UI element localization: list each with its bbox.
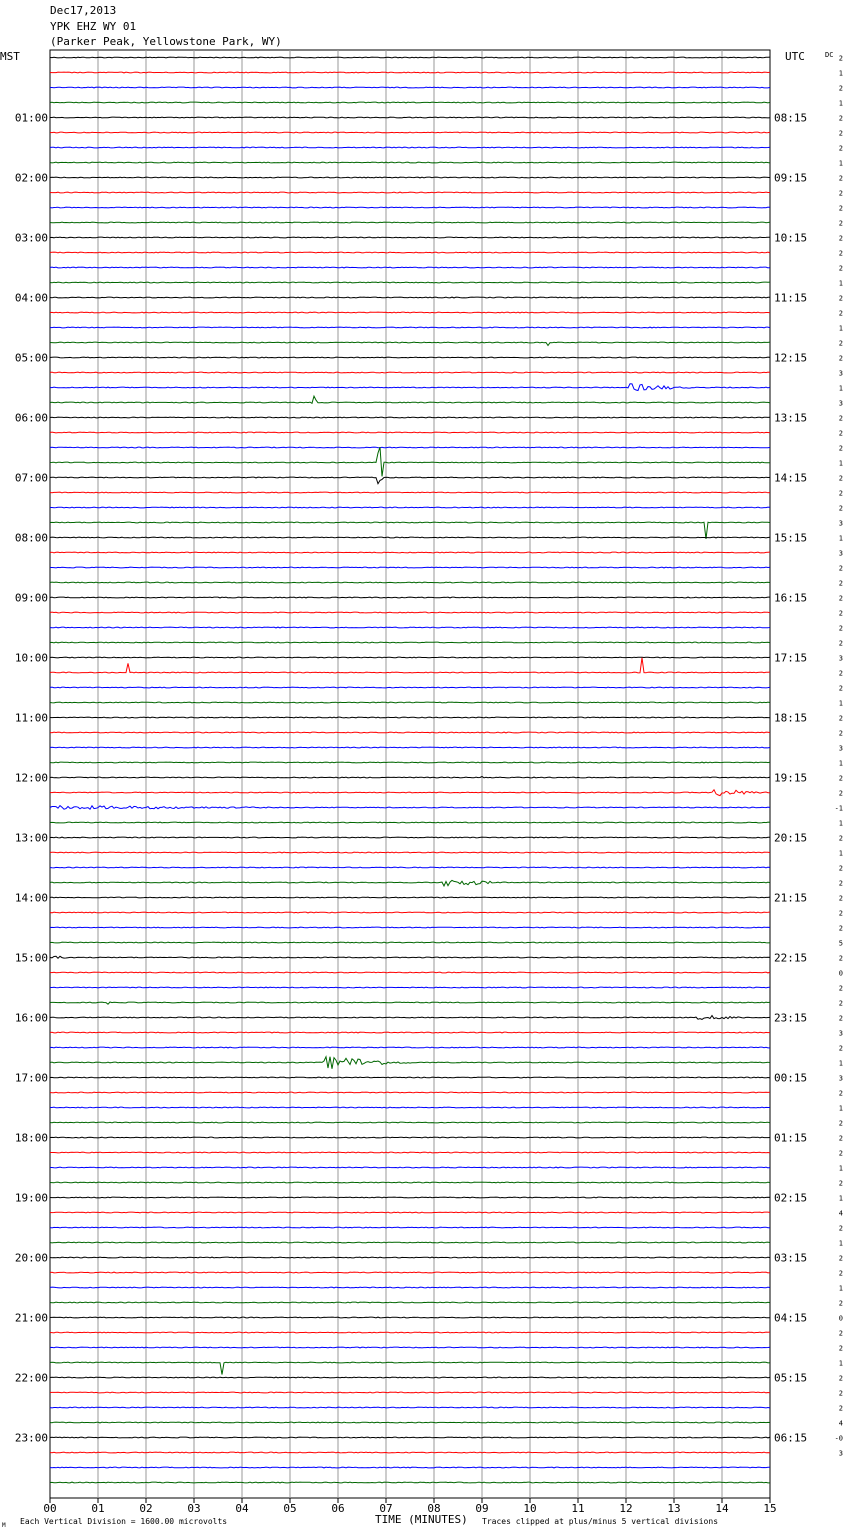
dc-value: 5 <box>838 939 843 948</box>
trace-line <box>50 912 770 913</box>
trace-line <box>50 806 770 810</box>
trace-line <box>50 972 770 973</box>
dc-value: 3 <box>838 654 843 663</box>
dc-value: 2 <box>838 444 843 453</box>
dc-value: 2 <box>838 1119 843 1128</box>
dc-value: -0 <box>834 1434 843 1443</box>
dc-value: 2 <box>838 414 843 423</box>
trace-line <box>50 1242 770 1243</box>
trace-line <box>50 822 770 823</box>
trace-line <box>50 297 770 298</box>
trace-line <box>50 507 770 508</box>
mst-timezone-label: MST <box>0 50 20 63</box>
dc-value: 3 <box>838 519 843 528</box>
trace-line <box>50 627 770 628</box>
trace-line <box>50 1317 770 1318</box>
dc-value: 2 <box>838 1329 843 1338</box>
dc-value: 2 <box>838 84 843 93</box>
trace-line <box>50 87 770 88</box>
trace-line <box>50 417 770 418</box>
dc-value: 2 <box>838 309 843 318</box>
dc-value: 3 <box>838 549 843 558</box>
x-tick-label: 09 <box>475 1502 489 1515</box>
mst-hour-label: 19:00 <box>14 1191 48 1205</box>
dc-value: 2 <box>838 144 843 153</box>
dc-value: 1 <box>838 1239 843 1248</box>
trace-line <box>50 522 770 539</box>
dc-value: 2 <box>838 1299 843 1308</box>
trace-line <box>50 1167 770 1168</box>
mst-hour-label: 17:00 <box>14 1071 48 1085</box>
trace-line <box>50 1257 770 1258</box>
dc-value: 2 <box>838 1344 843 1353</box>
trace-line <box>50 1407 770 1408</box>
utc-hour-label: 05:15 <box>774 1371 808 1385</box>
dc-value: 2 <box>838 684 843 693</box>
x-tick-label: 06 <box>331 1502 345 1515</box>
trace-line <box>50 537 770 538</box>
trace-line <box>50 72 770 73</box>
dc-value: 2 <box>838 174 843 183</box>
mst-hour-label: 21:00 <box>14 1311 48 1325</box>
mst-hour-label: 05:00 <box>14 351 48 365</box>
trace-line <box>50 1347 770 1348</box>
x-tick-label: 14 <box>715 1502 729 1515</box>
dc-value: 2 <box>838 1269 843 1278</box>
dc-value: 2 <box>838 1179 843 1188</box>
trace-line <box>50 657 770 658</box>
dc-value: 2 <box>838 1089 843 1098</box>
dc-value: 3 <box>838 1449 843 1458</box>
trace-line <box>50 192 770 193</box>
clip-note: Traces clipped at plus/minus 5 vertical divisions <box>482 1517 719 1526</box>
trace-line <box>50 1092 770 1093</box>
dc-value: 2 <box>838 1014 843 1023</box>
utc-hour-label: 22:15 <box>774 951 808 965</box>
dc-value: 2 <box>838 984 843 993</box>
dc-value: -1 <box>834 804 843 813</box>
trace-line <box>50 1452 770 1453</box>
dc-value: 4 <box>838 1209 843 1218</box>
dc-value: 3 <box>838 1029 843 1038</box>
mst-hour-label: 03:00 <box>14 231 48 245</box>
dc-value: 2 <box>838 1404 843 1413</box>
dc-value: 0 <box>838 969 843 978</box>
mst-hour-label: 09:00 <box>14 591 48 605</box>
trace-line <box>50 1182 770 1183</box>
mst-hour-label: 02:00 <box>14 171 48 185</box>
dc-value: 2 <box>838 789 843 798</box>
dc-label: DC <box>825 51 834 59</box>
trace-line <box>50 1032 770 1033</box>
trace-line <box>50 1212 770 1213</box>
trace-line <box>50 207 770 208</box>
dc-value: 2 <box>838 219 843 228</box>
dc-value: 1 <box>838 1359 843 1368</box>
utc-hour-label: 15:15 <box>774 531 808 545</box>
dc-value: 1 <box>838 1194 843 1203</box>
dc-value: 1 <box>838 1059 843 1068</box>
dc-value: 2 <box>838 129 843 138</box>
dc-value: 1 <box>838 1164 843 1173</box>
x-tick-label: 15 <box>763 1502 777 1515</box>
x-tick-label: 07 <box>379 1502 393 1515</box>
trace-line <box>50 552 770 553</box>
trace-line <box>50 1152 770 1153</box>
utc-hour-label: 02:15 <box>774 1191 808 1205</box>
trace-line <box>50 1002 770 1004</box>
dc-value: 1 <box>838 819 843 828</box>
trace-line <box>50 1016 770 1020</box>
trace-line <box>50 177 770 178</box>
mst-hour-label: 01:00 <box>14 111 48 125</box>
trace-line <box>50 658 770 673</box>
trace-line <box>50 762 770 763</box>
dc-value: 2 <box>838 1374 843 1383</box>
utc-hour-label: 11:15 <box>774 291 808 305</box>
x-tick-label: 13 <box>667 1502 681 1515</box>
trace-line <box>50 267 770 268</box>
dc-value: 2 <box>838 354 843 363</box>
trace-line <box>50 237 770 238</box>
x-tick-label: 11 <box>571 1502 585 1515</box>
dc-value: 2 <box>838 474 843 483</box>
trace-line <box>50 1272 770 1273</box>
utc-hour-label: 23:15 <box>774 1011 808 1025</box>
x-axis-title: TIME (MINUTES) <box>375 1513 468 1526</box>
dc-value: 2 <box>838 924 843 933</box>
trace-line <box>50 132 770 133</box>
dc-value: 2 <box>838 729 843 738</box>
trace-line <box>50 1377 770 1378</box>
dc-value: 1 <box>838 1104 843 1113</box>
trace-line <box>50 1057 770 1069</box>
utc-hour-label: 14:15 <box>774 471 808 485</box>
trace-line <box>50 747 770 748</box>
trace-line <box>50 867 770 868</box>
trace-line <box>50 687 770 688</box>
mst-hour-label: 04:00 <box>14 291 48 305</box>
mst-hour-label: 16:00 <box>14 1011 48 1025</box>
mst-hour-label: 20:00 <box>14 1251 48 1265</box>
dc-value: 1 <box>838 1284 843 1293</box>
dc-value: 1 <box>838 384 843 393</box>
dc-value: 2 <box>838 564 843 573</box>
mst-hour-label: 07:00 <box>14 471 48 485</box>
dc-value: 2 <box>838 1224 843 1233</box>
trace-line <box>50 790 770 796</box>
dc-value: 2 <box>838 639 843 648</box>
trace-line <box>50 1047 770 1048</box>
dc-value: 2 <box>838 234 843 243</box>
trace-line <box>50 57 770 58</box>
trace-line <box>50 222 770 223</box>
dc-value: 2 <box>838 909 843 918</box>
trace-line <box>50 117 770 118</box>
dc-value: 2 <box>838 504 843 513</box>
utc-timezone-label: UTC <box>785 50 805 63</box>
utc-hour-label: 03:15 <box>774 1251 808 1265</box>
trace-line <box>50 357 770 358</box>
dc-value: 2 <box>838 834 843 843</box>
trace-line <box>50 396 770 403</box>
trace-line <box>50 1467 770 1468</box>
trace-line <box>50 1302 770 1303</box>
mst-hour-label: 18:00 <box>14 1131 48 1145</box>
dc-value: 2 <box>838 1149 843 1158</box>
trace-line <box>50 1107 770 1108</box>
dc-value: 2 <box>838 594 843 603</box>
dc-value: 4 <box>838 1419 843 1428</box>
dc-value: 1 <box>838 324 843 333</box>
trace-line <box>50 1332 770 1333</box>
utc-hour-label: 16:15 <box>774 591 808 605</box>
dc-value: 2 <box>838 54 843 63</box>
trace-line <box>50 147 770 148</box>
trace-line <box>50 1392 770 1393</box>
dc-value: 3 <box>838 369 843 378</box>
dc-value: 2 <box>838 189 843 198</box>
trace-line <box>50 717 770 718</box>
trace-line <box>50 1362 770 1374</box>
utc-hour-label: 21:15 <box>774 891 808 905</box>
trace-line <box>50 777 770 778</box>
utc-hour-label: 19:15 <box>774 771 808 785</box>
mst-hour-label: 10:00 <box>14 651 48 665</box>
dc-value: 2 <box>838 114 843 123</box>
utc-hour-label: 04:15 <box>774 1311 808 1325</box>
trace-line <box>50 956 770 958</box>
trace-line <box>50 252 770 253</box>
dc-value: 2 <box>838 1254 843 1263</box>
trace-line <box>50 597 770 598</box>
dc-value: 2 <box>838 204 843 213</box>
trace-line <box>50 642 770 643</box>
trace-line <box>50 282 770 283</box>
dc-value: 0 <box>838 1314 843 1323</box>
trace-line <box>50 702 770 703</box>
header-date: Dec17,2013 <box>50 4 117 17</box>
dc-value: 2 <box>838 864 843 873</box>
trace-line <box>50 492 770 493</box>
trace-line <box>50 880 770 886</box>
trace-line <box>50 897 770 898</box>
x-tick-label: 03 <box>187 1502 201 1515</box>
dc-value: 2 <box>838 609 843 618</box>
dc-value: 1 <box>838 699 843 708</box>
mst-hour-label: 12:00 <box>14 771 48 785</box>
mst-hour-label: 11:00 <box>14 711 48 725</box>
dc-value: 2 <box>838 1134 843 1143</box>
dc-value: 3 <box>838 744 843 753</box>
utc-hour-label: 09:15 <box>774 171 808 185</box>
dc-value: 1 <box>838 279 843 288</box>
trace-line <box>50 447 770 448</box>
trace-line <box>50 432 770 433</box>
mst-hour-label: 13:00 <box>14 831 48 845</box>
utc-hour-label: 06:15 <box>774 1431 808 1445</box>
trace-line <box>50 1287 770 1288</box>
x-tick-label: 01 <box>91 1502 105 1515</box>
dc-value: 1 <box>838 459 843 468</box>
x-tick-label: 04 <box>235 1502 249 1515</box>
utc-hour-label: 01:15 <box>774 1131 808 1145</box>
dc-value: 2 <box>838 954 843 963</box>
dc-value: 3 <box>838 399 843 408</box>
x-tick-label: 12 <box>619 1502 633 1515</box>
trace-line <box>50 942 770 943</box>
trace-line <box>50 1077 770 1078</box>
x-tick-label: 08 <box>427 1502 441 1515</box>
dc-value: 1 <box>838 759 843 768</box>
mst-hour-label: 23:00 <box>14 1431 48 1445</box>
trace-line <box>50 102 770 103</box>
trace-line <box>50 384 770 391</box>
trace-line <box>50 162 770 163</box>
mst-hour-label: 14:00 <box>14 891 48 905</box>
dc-value: 2 <box>838 339 843 348</box>
trace-line <box>50 582 770 583</box>
utc-hour-label: 00:15 <box>774 1071 808 1085</box>
trace-line <box>50 732 770 733</box>
trace-line <box>50 1227 770 1228</box>
dc-value: 3 <box>838 1074 843 1083</box>
dc-value: 2 <box>838 264 843 273</box>
utc-hour-label: 12:15 <box>774 351 808 365</box>
dc-value: 1 <box>838 69 843 78</box>
trace-line <box>50 1137 770 1138</box>
dc-value: 1 <box>838 534 843 543</box>
scale-note: Each Vertical Division = 1600.00 microvolts <box>20 1517 228 1526</box>
trace-line <box>50 927 770 928</box>
dc-value: 2 <box>838 774 843 783</box>
utc-hour-label: 20:15 <box>774 831 808 845</box>
dc-value: 2 <box>838 1389 843 1398</box>
dc-value: 2 <box>838 624 843 633</box>
trace-line <box>50 1422 770 1423</box>
utc-hour-label: 13:15 <box>774 411 808 425</box>
dc-value: 2 <box>838 579 843 588</box>
x-tick-label: 10 <box>523 1502 537 1515</box>
trace-line <box>50 567 770 568</box>
utc-hour-label: 08:15 <box>774 111 808 125</box>
dc-value: 2 <box>838 669 843 678</box>
trace-line <box>50 312 770 313</box>
mst-hour-label: 15:00 <box>14 951 48 965</box>
trace-line <box>50 852 770 853</box>
utc-hour-label: 18:15 <box>774 711 808 725</box>
trace-line <box>50 987 770 988</box>
trace-line <box>50 447 770 476</box>
header-location: (Parker Peak, Yellowstone Park, WY) <box>50 35 282 48</box>
x-tick-label: 00 <box>43 1502 57 1515</box>
trace-line <box>50 1437 770 1438</box>
utc-hour-label: 10:15 <box>774 231 808 245</box>
trace-line <box>50 342 770 345</box>
corner-mark: M <box>2 1522 6 1529</box>
dc-value: 2 <box>838 999 843 1008</box>
trace-line <box>50 612 770 613</box>
dc-value: 2 <box>838 294 843 303</box>
dc-value: 1 <box>838 849 843 858</box>
dc-value: 2 <box>838 249 843 258</box>
dc-value: 2 <box>838 429 843 438</box>
trace-line <box>50 1122 770 1123</box>
mst-hour-label: 22:00 <box>14 1371 48 1385</box>
trace-line <box>50 327 770 328</box>
trace-line <box>50 1197 770 1198</box>
trace-line <box>50 837 770 838</box>
dc-value: 2 <box>838 1044 843 1053</box>
trace-line <box>50 372 770 373</box>
dc-value: 1 <box>838 159 843 168</box>
trace-line <box>50 477 770 484</box>
mst-hour-label: 06:00 <box>14 411 48 425</box>
x-tick-label: 05 <box>283 1502 297 1515</box>
x-tick-label: 02 <box>139 1502 153 1515</box>
mst-hour-label: 08:00 <box>14 531 48 545</box>
dc-value: 2 <box>838 894 843 903</box>
dc-value: 2 <box>838 489 843 498</box>
dc-value: 1 <box>838 99 843 108</box>
utc-hour-label: 17:15 <box>774 651 808 665</box>
header-station: YPK EHZ WY 01 <box>50 20 137 33</box>
dc-value: 2 <box>838 714 843 723</box>
trace-line <box>50 1482 770 1483</box>
dc-value: 2 <box>838 879 843 888</box>
